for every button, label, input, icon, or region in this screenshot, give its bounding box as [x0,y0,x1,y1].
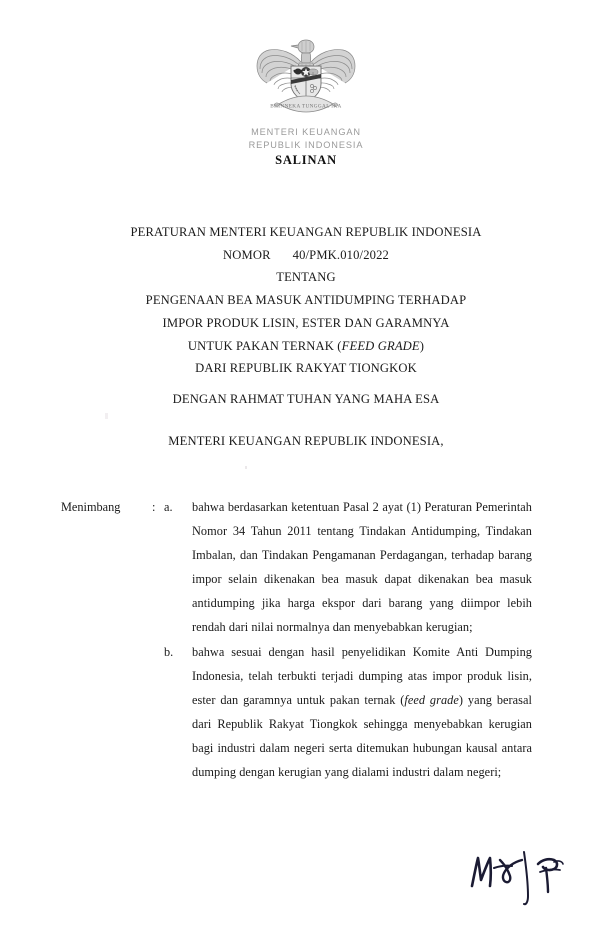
copy-stamp: SALINAN [275,153,337,167]
page-artifact-dot [245,466,247,469]
considering-section [0,495,612,784]
considering-label: Menimbang [61,500,121,514]
item-b-part-1: bahwa sesuai dengan hasil penyelidikan Komite Anti Dumping Indonesia, telah terbukti terjadi dumping atas impor produk lisin, ester dan garamnya untuk pakan ternak ( [192,644,532,707]
subject-line-3-italic: FEED GRADE [341,338,420,353]
subject-line-1: PENGENAAN BEA MASUK ANTIDUMPING TERHADAP [145,293,467,308]
regulation-title-line: PERATURAN MENTERI KEUANGAN REPUBLIK INDONESIA [130,225,482,239]
subject-line-4: DARI REPUBLIK RAKYAT TIONGKOK [195,361,417,376]
subject-line-3 [56,335,556,358]
regulation-number-line [56,244,556,267]
considering-item-a [0,495,612,640]
margin-artifact [105,413,108,419]
garuda-pancasila-emblem [255,36,357,122]
considering-item-b [0,640,612,785]
ministry-name-line-1: MENTERI KEUANGAN [251,127,361,137]
tentang-label: TENTANG [276,270,336,285]
item-marker-a: a. [164,500,173,514]
document-header [0,36,612,168]
item-b-part-2: ) yang berasal dari Republik Rakyat Tiongkok sehingga menyebabkan kerugian bagi industri dalam negeri serta ditemukan hubungan kausal antara dumping dengan kerugian yang dialami industri dalam negeri; [192,692,532,780]
item-text-a: bahwa berdasarkan ketentuan Pasal 2 ayat (1) Peraturan Pemerintah Nomor 34 Tahun 2011 tentang Tindakan Antidumping, Tindakan Imbalan, dan Tindakan Pengamanan Perdagangan, terhadap barang impor selain dikenakan bea masuk dapat dikenakan bea masuk antidumping jika harga ekspor dari barang yang diimpor lebih rendah dari nilai normalnya dan menyebabkan kerugian; [192,500,532,635]
svg-text:BHINNEKA TUNGGAL IKA: BHINNEKA TUNGGAL IKA [270,103,342,110]
ministry-name-line-2: REPUBLIK INDONESIA [248,139,364,150]
subject-line-2: IMPOR PRODUK LISIN, ESTER DAN GARAMNYA [162,315,450,330]
item-marker-b: b. [164,644,174,659]
handwritten-initial-mark [466,842,586,912]
authority-line: MENTERI KEUANGAN REPUBLIK INDONESIA, [168,434,444,448]
item-text-b [192,640,532,785]
subject-line-3-prefix: UNTUK PAKAN TERNAK ( [187,338,342,353]
considering-colon: : [152,500,156,514]
invocation-line: DENGAN RAHMAT TUHAN YANG MAHA ESA [172,392,440,406]
item-b-italic: feed grade [404,692,459,707]
nomor-label: NOMOR [222,247,271,262]
nomor-value: 40/PMK.010/2022 [292,247,389,262]
regulation-title-block [56,221,556,380]
subject-line-3-suffix: ) [419,338,425,353]
